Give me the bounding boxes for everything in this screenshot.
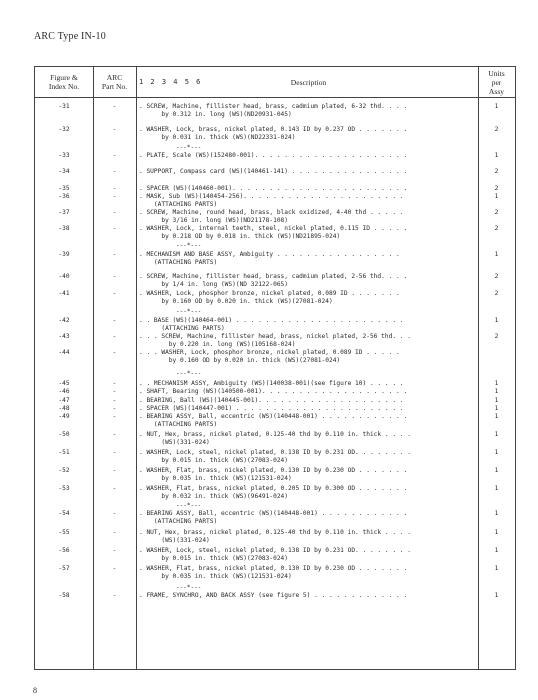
header-description-label: Description xyxy=(290,77,327,87)
description xyxy=(139,290,479,305)
description-line: . SCREW, Machine, round head, brass, black oxidized, 4-40 thd . . . . . xyxy=(139,209,404,216)
figure-index: -41 xyxy=(58,290,70,297)
units-per-assy: 1 xyxy=(494,529,499,536)
figure-index: -33 xyxy=(58,152,70,159)
units-per-assy: 1 xyxy=(494,565,499,572)
arc-part-number: - xyxy=(112,565,117,572)
parts-list-table xyxy=(34,66,516,670)
arc-part-number: - xyxy=(112,485,117,492)
description xyxy=(139,510,479,525)
units-per-assy: 1 xyxy=(494,413,499,420)
figure-index: -57 xyxy=(58,565,70,572)
description-line: by 0.035 in. thick (WS)(121531-024) xyxy=(139,474,292,482)
arc-part-number: - xyxy=(112,103,117,110)
table-header xyxy=(35,67,515,98)
units-per-assy: 2 xyxy=(494,126,499,133)
arc-part-number: - xyxy=(112,467,117,474)
arc-part-number: - xyxy=(112,333,117,340)
figure-index: -47 xyxy=(58,397,70,404)
description-line: . NUT, Hex, brass, nickel plated, 0.125-40 thd by 0.110 in. thick . . . . xyxy=(139,529,411,536)
description-line: (WS)(331-024) xyxy=(139,438,210,446)
description xyxy=(139,413,479,428)
section-separator: ---*--- xyxy=(176,144,202,151)
arc-part-number: - xyxy=(112,413,117,420)
figure-index: -31 xyxy=(58,103,70,110)
description xyxy=(139,126,479,141)
description-line: . SUPPORT, Compass card (WS)(140461-141) . . . . . . . . . . . . . . . . xyxy=(139,168,408,175)
figure-index: -44 xyxy=(58,349,70,356)
units-per-assy: 2 xyxy=(494,209,499,216)
description-line: . FRAME, SYNCHRO, AND BACK ASSY (see figure 5) . . . . . . . . . . . . . xyxy=(139,592,408,599)
arc-part-number: - xyxy=(112,317,117,324)
page-number: 8 xyxy=(33,686,37,695)
figure-index: -53 xyxy=(58,485,70,492)
units-per-assy: 2 xyxy=(494,185,499,192)
figure-index: -35 xyxy=(58,185,70,192)
description xyxy=(139,485,479,500)
description xyxy=(139,592,479,600)
header-arc-line2: Part No. xyxy=(101,82,128,91)
figure-index: -43 xyxy=(58,333,70,340)
arc-part-number: - xyxy=(112,185,117,192)
units-per-assy: 2 xyxy=(494,273,499,280)
description xyxy=(139,431,479,446)
units-per-assy: 1 xyxy=(494,388,499,395)
arc-part-number: - xyxy=(112,349,117,356)
header-indent-levels: 1 2 3 4 5 6 xyxy=(139,77,201,86)
description-line: . SHAFT, Bearing (WS)(140500-001). . . . . . . . . . . . . . . . . . . . xyxy=(139,388,408,395)
arc-part-number: - xyxy=(112,273,117,280)
description-line: . . . WASHER, Lock, phosphor bronze, nickel plated, 0.089 ID . . . . . xyxy=(139,349,400,356)
arc-part-number: - xyxy=(112,529,117,536)
units-per-assy: 1 xyxy=(494,103,499,110)
description-line: . BEARING ASSY, Ball, eccentric (WS)(140448-001) . . . . . . . . . . . . xyxy=(139,510,408,517)
figure-index: -58 xyxy=(58,592,70,599)
header-figure-line2: Index No. xyxy=(48,82,80,91)
description xyxy=(139,529,479,544)
description-line: by 0.015 in. thick (WS)(27083-024) xyxy=(139,456,289,464)
units-per-assy: 2 xyxy=(494,168,499,175)
units-per-assy: 1 xyxy=(494,317,499,324)
page-header: ARC Type IN-10 xyxy=(34,31,106,42)
description-line: . . . SCREW, Machine, fillister head, brass, nickel plated, 2-56 thd. . . xyxy=(139,333,411,340)
description xyxy=(139,547,479,562)
description xyxy=(139,467,479,482)
description xyxy=(139,209,479,224)
description-line: by 0.031 in. thick (WS)(ND22331-024) xyxy=(139,133,296,141)
units-per-assy: 1 xyxy=(494,510,499,517)
arc-part-number: - xyxy=(112,251,117,258)
units-per-assy: 1 xyxy=(494,467,499,474)
figure-index: -45 xyxy=(58,380,70,387)
description xyxy=(139,103,479,118)
units-per-assy: 1 xyxy=(494,449,499,456)
figure-index: -34 xyxy=(58,168,70,175)
units-per-assy: 2 xyxy=(494,333,499,340)
figure-index: -48 xyxy=(58,405,70,412)
units-per-assy: 2 xyxy=(494,290,499,297)
units-per-assy: 1 xyxy=(494,592,499,599)
figure-index: -42 xyxy=(58,317,70,324)
description-line: (ATTACHING PARTS) xyxy=(139,420,218,428)
description-line: (ATTACHING PARTS) xyxy=(139,258,218,266)
description-line: . SCREW, Machine, fillister head, brass, cadmium plated, 2-56 thd. . . . xyxy=(139,273,408,280)
units-per-assy: 1 xyxy=(494,193,499,200)
units-per-assy: 2 xyxy=(494,225,499,232)
description-line: . BEARING ASSY, Ball, eccentric (WS)(140448-001) . . . . . . . . . . . . xyxy=(139,413,408,420)
description xyxy=(139,225,479,240)
description-line: (ATTACHING PARTS) xyxy=(139,200,218,208)
header-arc-part xyxy=(93,67,136,97)
description-line: . WASHER, Lock, phosphor bronze, nickel plated, 0.089 ID . . . . . . . xyxy=(139,290,400,297)
description xyxy=(139,273,479,288)
arc-part-number: - xyxy=(112,510,117,517)
figure-index: -55 xyxy=(58,529,70,536)
description-line: by 0.220 in. long (WS)(105168-024) xyxy=(139,340,296,348)
description-line: by 0.160 OD by 0.020 in. thick (WS)(27081-024) xyxy=(139,356,341,364)
description-line: (WS)(331-024) xyxy=(139,536,210,544)
arc-part-number: - xyxy=(112,126,117,133)
description-line: by 0.218 OD by 0.018 in. thick (WS)(ND21895-024) xyxy=(139,232,341,240)
figure-index: -32 xyxy=(58,126,70,133)
description xyxy=(139,349,479,364)
units-per-assy: 1 xyxy=(494,251,499,258)
header-units-per-assy xyxy=(478,67,515,97)
figure-index: -51 xyxy=(58,449,70,456)
arc-part-number: - xyxy=(112,388,117,395)
description-line: . WASHER, Lock, steel, nickel plated, 0.138 ID by 0.231 OD. . . . . . . . xyxy=(139,449,411,456)
description xyxy=(139,449,479,464)
description xyxy=(139,380,479,388)
units-per-assy: 1 xyxy=(494,397,499,404)
arc-part-number: - xyxy=(112,397,117,404)
header-figure-line1: Figure & xyxy=(50,73,78,82)
description xyxy=(139,251,479,266)
units-per-assy: 1 xyxy=(494,431,499,438)
description xyxy=(139,168,479,176)
description-line: . MASK, Sub (WS)(140454-256). . . . . . . . . . . . . . . . . . . . . . xyxy=(139,193,404,200)
description xyxy=(139,152,479,160)
description-line: . SPACER (WS)(140460-001). . . . . . . . . . . . . . . . . . . . . . . . xyxy=(139,185,408,192)
figure-index: -40 xyxy=(58,273,70,280)
description xyxy=(139,193,479,208)
description xyxy=(139,388,479,396)
header-arc-line1: ARC xyxy=(106,73,123,82)
arc-part-number: - xyxy=(112,225,117,232)
header-description xyxy=(139,67,478,97)
arc-part-number: - xyxy=(112,547,117,554)
description-line: . . BASE (WS)(140464-001) . . . . . . . . . . . . . . . . . . . . . . . xyxy=(139,317,404,324)
figure-index: -38 xyxy=(58,225,70,232)
description-line: by 3/16 in. long (WS)(ND21178-108) xyxy=(139,216,289,224)
arc-part-number: - xyxy=(112,380,117,387)
section-separator: ---*--- xyxy=(176,502,202,509)
units-per-assy: 1 xyxy=(494,485,499,492)
description-line: . SPACER (WS)(140447-001) . . . . . . . . . . . . . . . . . . . . . . . xyxy=(139,405,404,412)
description-line: by 0.015 in. thick (WS)(27083-024) xyxy=(139,554,289,562)
arc-part-number: - xyxy=(112,405,117,412)
description-line: . WASHER, Flat, brass, nickel plated, 0.205 ID by 0.300 OD . . . . . . . xyxy=(139,485,408,492)
figure-index: -36 xyxy=(58,193,70,200)
description-line: . WASHER, Lock, brass, nickel plated, 0.143 ID by 0.237 OD . . . . . . . xyxy=(139,126,408,133)
figure-index: -39 xyxy=(58,251,70,258)
description-line: . WASHER, Flat, brass, nickel plated, 0.130 ID by 0.230 OD . . . . . . . xyxy=(139,565,408,572)
figure-index: -37 xyxy=(58,209,70,216)
section-separator: ---*--- xyxy=(176,584,202,591)
description-line: by 0.312 in. long (WS)(ND20931-045) xyxy=(139,110,292,118)
column-divider xyxy=(136,67,137,669)
section-separator: ---*--- xyxy=(176,370,202,377)
figure-index: -56 xyxy=(58,547,70,554)
description-line: . WASHER, Lock, internal teeth, steel, nickel plated, 0.115 ID . . . . . xyxy=(139,225,408,232)
description xyxy=(139,333,479,348)
figure-index: -52 xyxy=(58,467,70,474)
arc-part-number: - xyxy=(112,449,117,456)
description-line: . NUT, Hex, brass, nickel plated, 0.125-40 thd by 0.110 in. thick . . . . xyxy=(139,431,411,438)
arc-part-number: - xyxy=(112,592,117,599)
arc-part-number: - xyxy=(112,168,117,175)
units-per-assy: 1 xyxy=(494,405,499,412)
arc-part-number: - xyxy=(112,290,117,297)
section-separator: ---*--- xyxy=(176,242,202,249)
description-line: (ATTACHING PARTS) xyxy=(139,324,225,332)
header-units-line2: per xyxy=(491,77,502,87)
figure-index: -54 xyxy=(58,510,70,517)
header-units-line1: Units xyxy=(488,68,505,78)
description-line: . PLATE, Scale (WS)(152480-001). . . . . . . . . . . . . . . . . . . . . xyxy=(139,152,408,159)
description-line: . . MECHANISM ASSY, Ambiguity (WS)(140038-001)(see figure 10) . . . . . xyxy=(139,380,404,387)
description-line: . WASHER, Lock, steel, nickel plated, 0.138 ID by 0.231 OD. . . . . . . . xyxy=(139,547,411,554)
description-line: by 1/4 in. long (WS)(ND 32122-065) xyxy=(139,280,289,288)
section-separator: ---*--- xyxy=(176,308,202,315)
figure-index: -46 xyxy=(58,388,70,395)
description xyxy=(139,405,479,413)
description-line: . BEARING, Ball (WS)(140445-001). . . . . . . . . . . . . . . . . . . . xyxy=(139,397,404,404)
header-units-line3: Assy xyxy=(488,86,505,96)
description xyxy=(139,317,479,332)
units-per-assy: 1 xyxy=(494,547,499,554)
header-figure-index xyxy=(35,67,93,97)
description-line: by 0.035 in. thick (WS)(121531-024) xyxy=(139,572,292,580)
figure-index: -50 xyxy=(58,431,70,438)
description-line: . WASHER, Flat, brass, nickel plated, 0.130 ID by 0.230 OD . . . . . . . xyxy=(139,467,408,474)
units-per-assy: 1 xyxy=(494,380,499,387)
description xyxy=(139,565,479,580)
arc-part-number: - xyxy=(112,193,117,200)
description-line: . SCREW, Machine, fillister head, brass, cadmium plated, 6-32 thd. . . . xyxy=(139,103,408,110)
figure-index: -49 xyxy=(58,413,70,420)
arc-part-number: - xyxy=(112,152,117,159)
arc-part-number: - xyxy=(112,431,117,438)
description-line: (ATTACHING PARTS) xyxy=(139,517,218,525)
description xyxy=(139,397,479,405)
description-line: by 0.160 OD by 0.020 in. thick (WS)(27081-024) xyxy=(139,297,333,305)
description-line: by 0.032 in. thick (WS)(96491-024) xyxy=(139,492,289,500)
arc-part-number: - xyxy=(112,209,117,216)
units-per-assy: 1 xyxy=(494,152,499,159)
description-line: . MECHANISM AND BASE ASSY, Ambiguity . . . . . . . . . . . . . . . . . xyxy=(139,251,400,258)
description xyxy=(139,185,479,193)
